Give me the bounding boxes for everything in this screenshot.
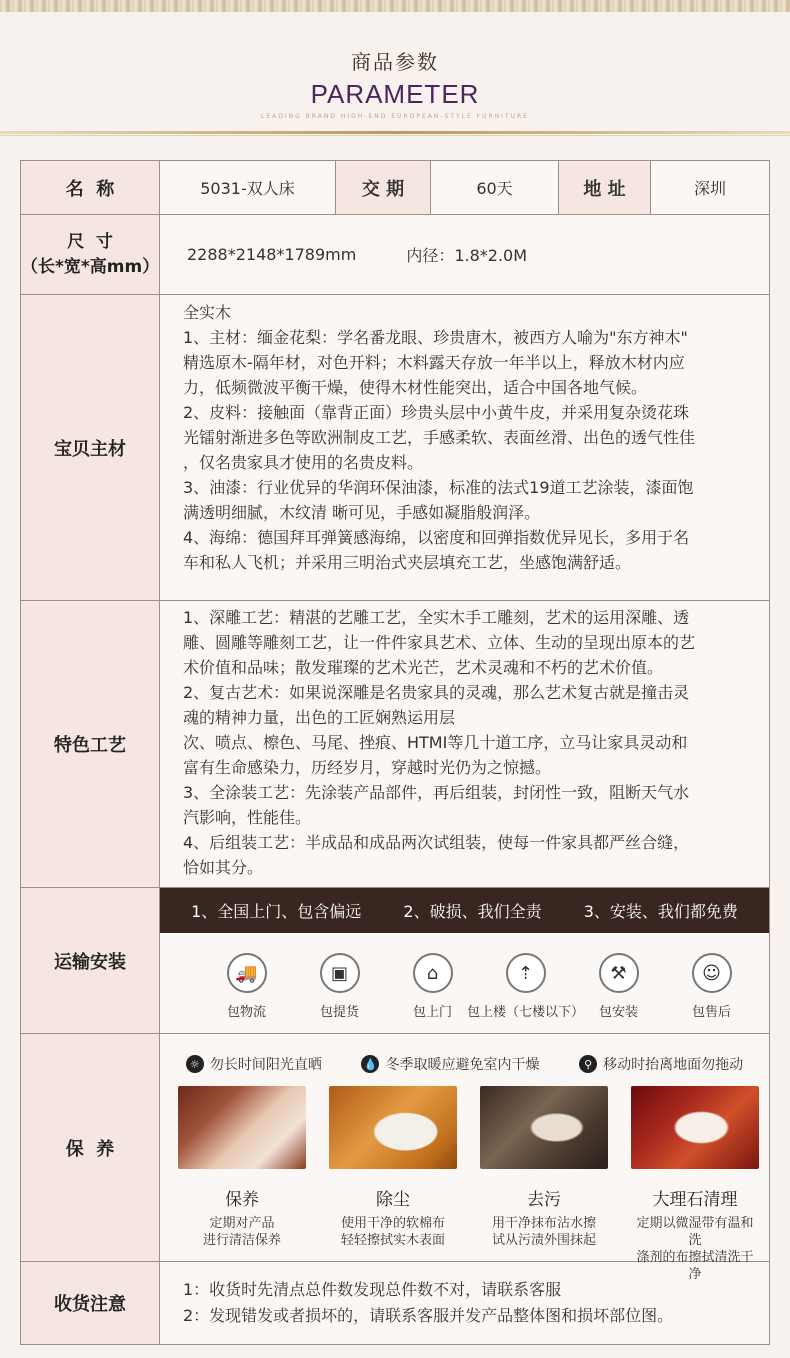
- care-desc-line: 涤剂的布擦拭清洗干净: [636, 1250, 754, 1282]
- care-desc: [178, 1215, 306, 1249]
- care-tips: [160, 1034, 769, 1074]
- service-item: [200, 953, 293, 1020]
- shipping-promise: 3、安装、我们都免费: [583, 902, 738, 921]
- care-photo: [329, 1086, 457, 1169]
- care-tip-text: 移动时抬离地面勿拖动: [603, 1057, 744, 1073]
- craft-line: 汽影响，性能佳。: [183, 808, 312, 827]
- material-line: 2、皮料：接触面（靠背正面）珍贵头层中小黄牛皮，并采用复杂烫花珠: [183, 403, 690, 422]
- service-label: 包提货: [319, 1005, 359, 1020]
- care-item: [480, 1086, 608, 1283]
- row-shipping: [21, 888, 769, 1034]
- care-tip: [361, 1054, 539, 1074]
- care-tip: [186, 1054, 322, 1074]
- row-craft: [21, 601, 769, 888]
- service-item: [293, 953, 386, 1020]
- truck-icon: 🚚: [227, 953, 267, 993]
- sun-icon: ☼: [186, 1055, 204, 1073]
- service-item: [665, 953, 758, 1020]
- material-line: ，仅名贵家具才使用的名贵皮料。: [183, 453, 424, 472]
- install-icon: ⚒: [599, 953, 639, 993]
- service-item: [572, 953, 665, 1020]
- craft-line: 次、喷点、檫色、马尾、挫痕、HTMI等几十道工序，立马让家具灵动和: [183, 733, 688, 752]
- material-line: 力，低频微波平衡干燥，使得木材性能突出，适合中国各地气候。: [183, 378, 648, 397]
- craft-text: [160, 601, 769, 887]
- craft-line: 2、复古艺术：如果说深雕是名贵家具的灵魂，那么艺术复古就是撞击灵: [183, 683, 690, 702]
- label-shipping: 运输安装: [21, 888, 160, 1033]
- product-name-value: 5031-双人床: [160, 161, 336, 214]
- craft-line: 术价值和品味；散发璀璨的艺术光芒，艺术灵魂和不朽的艺术价值。: [183, 658, 664, 677]
- craft-line: 恰如其分。: [183, 858, 264, 877]
- material-line: 满透明细腻，木纹清 晰可见，手感如凝脂般润泽。: [183, 503, 541, 522]
- row-care: [21, 1034, 769, 1282]
- inner-size-value: 内径：1.8*2.0M: [406, 246, 528, 265]
- label-material: 宝贝主材: [21, 295, 160, 600]
- material-text: [160, 295, 769, 600]
- care-title: 除尘: [376, 1190, 410, 1210]
- shipping-promise: 1、全国上门、包含偏远: [191, 902, 362, 921]
- receipt-text: [160, 1262, 769, 1344]
- row-receipt: [21, 1262, 769, 1344]
- service-label: 包物流: [226, 1005, 266, 1020]
- material-line: 全实木: [183, 303, 232, 322]
- service-list: [160, 933, 769, 1020]
- header-divider: [0, 131, 790, 134]
- door-icon: ⌂: [413, 953, 453, 993]
- care-tip: [579, 1054, 743, 1074]
- material-line: 光镭射渐进多色等欧洲制皮工艺，手感柔软、表面丝滑、出色的透气性佳: [183, 428, 696, 447]
- care-desc-line: 用干净抹布沾水擦: [491, 1216, 596, 1231]
- care-desc-line: 轻轻擦拭实木表面: [340, 1233, 445, 1248]
- service-label: 包售后: [691, 1005, 731, 1020]
- care-tip-text: 勿长时间阳光直晒: [209, 1057, 322, 1073]
- care-desc: [329, 1215, 457, 1249]
- material-line: 4、海绵：德国拜耳弹簧感海绵，以密度和回弹指数优异见长，多用于名: [183, 528, 690, 547]
- label-name: 名 称: [21, 161, 160, 214]
- label-receipt: 收货注意: [21, 1262, 160, 1344]
- decorative-top-border: [0, 0, 790, 12]
- service-item: [467, 953, 585, 1020]
- parameter-table: [20, 160, 770, 1345]
- row-size: [21, 215, 769, 295]
- craft-line: 雕、圆雕等雕刻工艺，让一件件家具艺术、立体、生动的呈现出原本的艺: [183, 633, 696, 652]
- craft-line: 1、深雕工艺：精湛的艺雕工艺，全实木手工雕刻，艺术的运用深雕、透: [183, 608, 690, 627]
- care-item: [178, 1086, 306, 1283]
- row-material: [21, 295, 769, 601]
- shipping-promise: 2、破损、我们全责: [403, 902, 542, 921]
- receipt-line: 1：收货时先清点总件数发现总件数不对，请联系客服: [183, 1280, 562, 1299]
- material-line: 1、主材：缅金花梨：学名番龙眼、珍贵唐木，被西方人喻为"东方神木": [183, 328, 688, 347]
- label-size-line2: （长*宽*高mm）: [21, 256, 160, 277]
- stairs-icon: ⇡: [506, 953, 546, 993]
- care-desc-line: 定期以微湿带有温和洗: [636, 1216, 754, 1248]
- care-title: 大理石清理: [652, 1190, 738, 1210]
- service-label: 包安装: [598, 1005, 638, 1020]
- label-address: 地 址: [559, 161, 651, 214]
- material-line: 精选原木-隔年材，对色开料；木料露天存放一年半以上，释放木材内应: [183, 353, 685, 372]
- row-name: [21, 161, 769, 215]
- care-desc-line: 试从污渍外围抹起: [491, 1233, 596, 1248]
- section-header: [0, 46, 790, 120]
- receipt-line: 2：发现错发或者损坏的，请联系客服并发产品整体图和损坏部位图。: [183, 1306, 674, 1325]
- label-size: [21, 215, 160, 294]
- droplet-icon: 💧: [361, 1055, 379, 1073]
- service-icon: ☺: [692, 953, 732, 993]
- material-line: 3、油漆：行业优异的华润环保油漆，标准的法式19道工艺涂装，漆面饱: [183, 478, 694, 497]
- service-label: 包上楼（七楼以下）: [467, 1005, 585, 1020]
- care-photo: [178, 1086, 306, 1169]
- service-item: [386, 953, 479, 1020]
- pickup-icon: ▣: [320, 953, 360, 993]
- craft-line: 富有生命感染力，历经岁月，穿越时光仍为之惊撼。: [183, 758, 552, 777]
- label-craft: 特色工艺: [21, 601, 160, 887]
- care-desc-line: 定期对产品: [209, 1216, 275, 1231]
- shipping-promise-bar: [160, 888, 769, 933]
- person-lifting-icon: ⚲: [579, 1055, 597, 1073]
- care-items: [160, 1074, 769, 1283]
- delivery-value: 60天: [431, 161, 559, 214]
- care-desc-line: 使用干净的软棉布: [340, 1216, 445, 1231]
- label-care: 保 养: [21, 1034, 160, 1261]
- care-item: [329, 1086, 457, 1283]
- header-title-en: PARAMETER: [310, 79, 480, 109]
- header-subtitle: LEADING BRAND HIGH-END EUROPEAN-STYLE FURNITURE: [261, 113, 529, 120]
- address-value: 深圳: [693, 179, 726, 198]
- care-tip-text: 冬季取暖应避免室内干燥: [385, 1057, 540, 1073]
- care-item: [631, 1086, 759, 1283]
- care-photo: [631, 1086, 759, 1169]
- care-desc: [480, 1215, 608, 1249]
- service-label: 包上门: [412, 1005, 452, 1020]
- size-value: 2288*2148*1789mm: [187, 245, 357, 264]
- label-delivery: 交 期: [336, 161, 431, 214]
- craft-line: 4、后组装工艺：半成品和成品两次试组装，使每一件家具都严丝合缝，: [183, 833, 690, 852]
- craft-line: 3、全涂装工艺：先涂装产品部件，再后组装，封闭性一致，阻断天气水: [183, 783, 690, 802]
- care-title: 去污: [527, 1190, 561, 1210]
- care-title: 保养: [225, 1190, 259, 1210]
- craft-line: 魂的精神力量，出色的工匠娴熟运用层: [183, 708, 456, 727]
- header-title-cn: 商品参数: [351, 50, 439, 74]
- material-line: 车和私人飞机；并采用三明治式夹层填充工艺，坐感饱满舒适。: [183, 553, 632, 572]
- care-photo: [480, 1086, 608, 1169]
- care-desc-line: 进行清洁保养: [202, 1233, 281, 1248]
- label-size-line1: 尺 寸: [67, 231, 113, 252]
